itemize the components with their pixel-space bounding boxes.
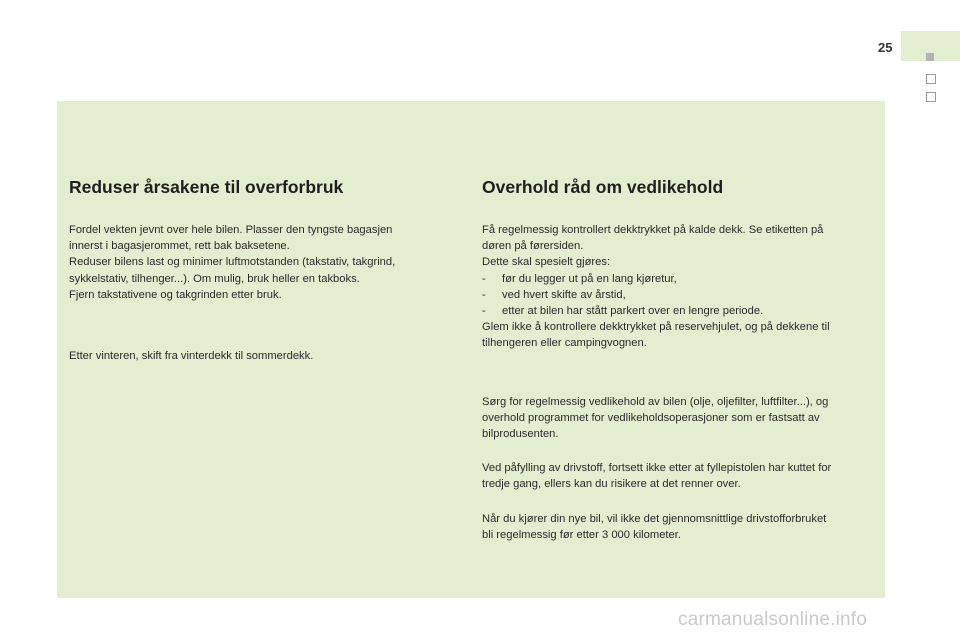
list-item: - etter at bilen har stått parkert over en lengre periode. <box>482 305 764 318</box>
left-paragraph-2: Etter vinteren, skift fra vinterdekk til sommerdekk. <box>69 350 314 363</box>
list-item: - ved hvert skifte av årstid, <box>482 288 626 301</box>
empty-square-icon <box>926 74 936 84</box>
list-item: - før du legger ut på en lang kjøretur, <box>482 272 677 285</box>
empty-square-icon <box>926 92 936 102</box>
right-paragraph-4: Når du kjører din nye bil, vil ikke det gjennomsnittlige drivstofforbruket bli regelmessig før etter 3 000 kilometer. <box>482 512 827 541</box>
right-paragraph-2: Sørg for regelmessig vedlikehold av bilen (olje, oljefilter, luftfilter...), og overhold programmet for vedlikeholdsoperasjoner som er fastsatt av bilprodusenten. <box>482 395 829 441</box>
left-column <box>69 177 449 364</box>
filled-square-icon <box>926 53 934 61</box>
page-number: 25 <box>878 40 893 55</box>
bullet-list <box>482 271 877 320</box>
left-paragraph-1: Fordel vekten jevnt over hele bilen. Plasser den tyngste bagasjen innerst i bagasjerommet, rett bak baksetene. Reduser bilens last og minimer luftmotstanden (takstativ, takgrind, sykkelstativ, tilhenger...). Om mulig, bruk heller en takboks. Fjern takstativene og takgrinden etter bruk. <box>69 224 396 301</box>
right-paragraph-3: Ved påfylling av drivstoff, fortsett ikke etter at fyllepistolen har kuttet for tredje gang, ellers kan du risikere at det renner over. <box>482 462 832 491</box>
left-heading: Reduser årsakene til overforbruk <box>69 177 344 197</box>
right-after-bullets: Glem ikke å kontrollere dekktrykket på reservehjulet, og på dekkene til tilhengeren eller campingvognen. <box>482 321 830 350</box>
right-heading: Overhold råd om vedlikehold <box>482 177 724 197</box>
footer-watermark: carmanualsonline.info <box>678 609 868 630</box>
right-intro: Få regelmessig kontrollert dekktrykket på kalde dekk. Se etiketten på døren på førersiden. Dette skal spesielt gjøres: <box>482 224 824 269</box>
right-column <box>482 177 877 543</box>
